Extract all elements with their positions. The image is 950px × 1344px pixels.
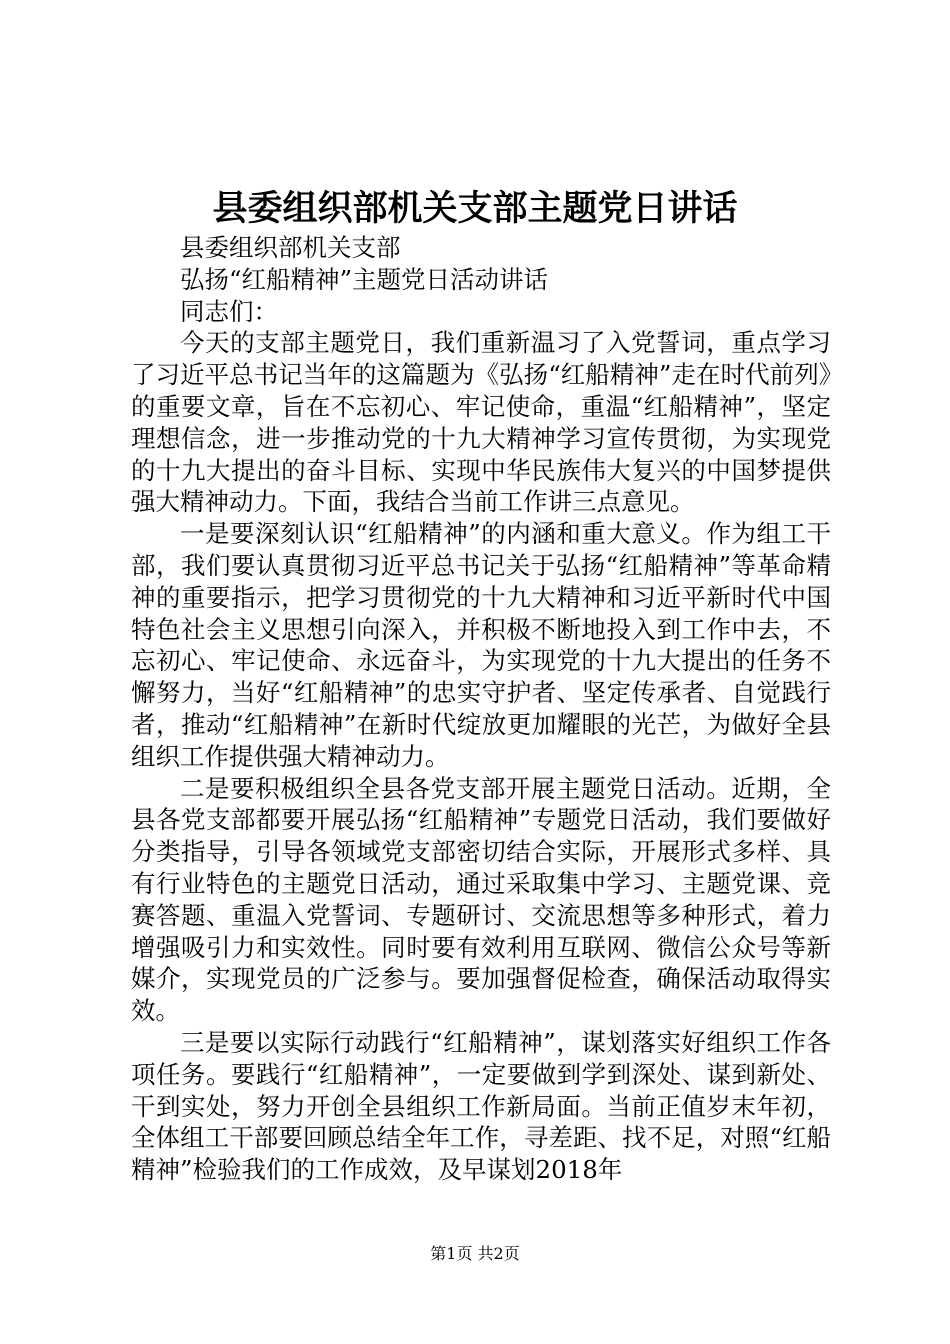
page-total: 共2页 [477,1244,520,1263]
salutation-line: 同志们： [180,296,278,326]
point-three-paragraph: 三是要以实际行动践行“红船精神”，谋划落实好组织工作各项任务。要践行“红船精神”，一定要做到学到深处、谋到新处、干到实处，努力开创全县组织工作新局面。当前正值岁末年初，全体组工干部要回顾总结全年工作，寻差距、找不足，对照“红船精神”检验我们的工作成效，及早谋划2018年 [131,1027,831,1185]
page-footer [0,1243,950,1265]
speech-subtitle-line: 弘扬“红船精神”主题党日活动讲话 [180,264,549,294]
point-two-paragraph: 二是要积极组织全县各党支部开展主题党日活动。近期，全县各党支部都要开展弘扬“红船精神”专题党日活动，我们要做好分类指导，引导各领域党支部密切结合实际，开展形式多样、具有行业特色的主题党日活动，通过采取集中学习、主题党课、竞赛答题、重温入党誓词、专题研讨、交流思想等多种形式，着力增强吸引力和实效性。同时要有效利用互联网、微信公众号等新媒介，实现党员的广泛参与。要加强督促检查，确保活动取得实效。 [131,773,831,1026]
document-body [131,232,831,1186]
point-one-paragraph: 一是要深刻认识“红船精神”的内涵和重大意义。作为组工干部，我们要认真贯彻习近平总书记关于弘扬“红船精神”等革命精神的重要指示，把学习贯彻党的十九大精神和习近平新时代中国特色社会主义思想引向深入，并积极不断地投入到工作中去，不忘初心、牢记使命、永远奋斗，为实现党的十九大提出的任务不懈努力，当好“红船精神”的忠实守护者、坚定传承者、自觉践行者，推动“红船精神”在新时代绽放更加耀眼的光芒，为做好全县组织工作提供强大精神动力。 [131,519,831,771]
org-name-line: 县委组织部机关支部 [180,233,401,262]
intro-paragraph: 今天的支部主题党日，我们重新温习了入党誓词，重点学习了习近平总书记当年的这篇题为《弘扬“红船精神”走在时代前列》的重要文章，旨在不忘初心、牢记使命，重温“红船精神”，坚定理想信念，进一步推动党的十九大精神学习宣传贯彻，为实现党的十九大提出的奋斗目标、实现中华民族伟大复兴的中国梦提供强大精神动力。下面，我结合当前工作讲三点意见。 [131,328,831,517]
document-title: 县委组织部机关支部主题党日讲话 [212,188,738,229]
page-number: 第1页 [430,1244,473,1263]
